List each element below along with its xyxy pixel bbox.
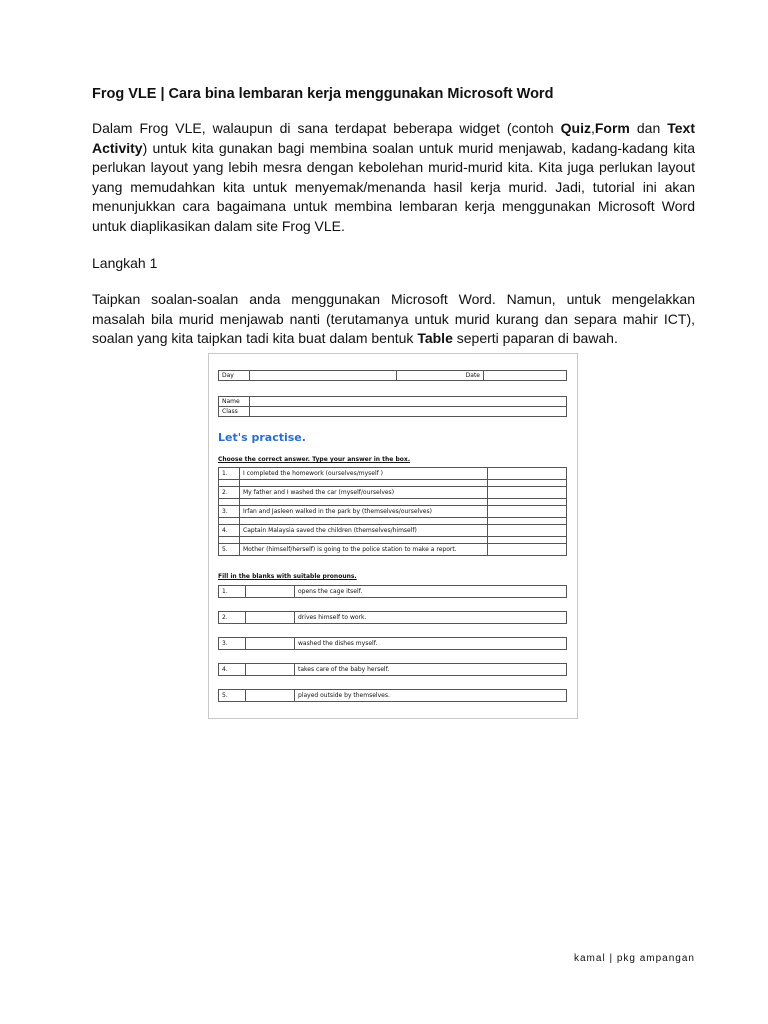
name-label: Name xyxy=(219,397,250,407)
class-label: Class xyxy=(219,407,250,417)
lets-practise-heading: Let's practise. xyxy=(218,431,306,444)
day-value xyxy=(250,371,397,381)
document-body xyxy=(92,86,695,368)
fill-number: 2. xyxy=(219,612,246,624)
date-label: Date xyxy=(397,371,484,381)
worksheet-screenshot xyxy=(208,353,578,719)
intro-paragraph xyxy=(92,119,695,236)
intro-form: Form xyxy=(594,120,630,136)
fill-blank-box[interactable] xyxy=(246,690,295,702)
intro-text-1: Dalam Frog VLE, walaupun di sana terdapat beberapa widget (contoh xyxy=(92,120,561,136)
section-2-instruction: Fill in the blanks with suitable pronouns. xyxy=(218,573,357,580)
question-number: 4. xyxy=(219,525,240,537)
fill-number: 3. xyxy=(219,638,246,650)
step-1-text-2: seperti paparan di bawah. xyxy=(452,330,618,346)
fill-text: drives himself to work. xyxy=(295,612,567,624)
question-number: 3. xyxy=(219,506,240,518)
fill-number: 5. xyxy=(219,690,246,702)
question-text: Irfan and Jasleen walked in the park by (themselves/ourselves) xyxy=(240,506,488,518)
table-row xyxy=(219,468,567,480)
table-row xyxy=(219,487,567,499)
answer-box[interactable] xyxy=(488,525,567,537)
step-1-paragraph xyxy=(92,290,695,349)
intro-dan: dan xyxy=(629,120,668,136)
fill-text: washed the dishes myself. xyxy=(295,638,567,650)
fill-row xyxy=(218,611,567,624)
name-class-table xyxy=(218,396,567,417)
question-text: My father and I washed the car (myself/ourselves) xyxy=(240,487,488,499)
day-label: Day xyxy=(219,371,250,381)
question-number: 2. xyxy=(219,487,240,499)
page-footer: kamal | pkg ampangan xyxy=(574,953,695,964)
class-value xyxy=(250,407,567,417)
table-row xyxy=(219,544,567,556)
fill-blank-box[interactable] xyxy=(246,638,295,650)
answer-box[interactable] xyxy=(488,544,567,556)
section-1-table xyxy=(218,467,567,556)
intro-quiz: Quiz xyxy=(560,120,591,136)
table-row xyxy=(219,525,567,537)
step-1-label: Langkah 1 xyxy=(92,255,158,271)
table-row xyxy=(219,506,567,518)
fill-text: played outside by themselves. xyxy=(295,690,567,702)
intro-comma: , xyxy=(590,120,595,136)
question-number: 1. xyxy=(219,468,240,480)
date-value xyxy=(484,371,567,381)
page-title: Frog VLE | Cara bina lembaran kerja menggunakan Microsoft Word xyxy=(92,86,554,102)
fill-row xyxy=(218,663,567,676)
question-number: 5. xyxy=(219,544,240,556)
answer-box[interactable] xyxy=(488,468,567,480)
fill-row xyxy=(218,585,567,598)
fill-blank-box[interactable] xyxy=(246,612,295,624)
step-1-table: Table xyxy=(417,330,453,346)
fill-blank-box[interactable] xyxy=(246,664,295,676)
fill-blank-box[interactable] xyxy=(246,586,295,598)
answer-box[interactable] xyxy=(488,487,567,499)
fill-row xyxy=(218,689,567,702)
name-value xyxy=(250,397,567,407)
section-1-instruction: Choose the correct answer. Type your answer in the box. xyxy=(218,456,411,463)
step-1-text-1: Taipkan soalan-soalan anda menggunakan Microsoft Word. Namun, untuk mengelakkan masalah bila murid menjawab nanti (terutamanya untuk murid kurang dan separa mahir ICT), soalan yang kita taipkan tadi kita buat dalam bentuk xyxy=(92,291,695,346)
day-date-table xyxy=(218,370,567,381)
intro-text-activity: Text Activity xyxy=(92,120,695,156)
question-text: I completed the homework (ourselves/myself ) xyxy=(240,468,488,480)
question-text: Mother (himself/herself) is going to the police station to make a report. xyxy=(240,544,488,556)
question-text: Captain Malaysia saved the children (themselves/himself) xyxy=(240,525,488,537)
intro-text-2: ) untuk kita gunakan bagi membina soalan untuk murid menjawab, kadang-kadang kita perlukan layout yang lebih mesra dengan kebolehan murid-murid kita. Kita juga perlukan layout yang memudahkan kita untuk menyemak/menanda hasil kerja murid. Jadi, tutorial ini akan menunjukkan cara bagaimana untuk membina lembaran kerja menggunakan Microsoft Word untuk diaplikasikan dalam site Frog VLE. xyxy=(92,139,695,234)
answer-box[interactable] xyxy=(488,506,567,518)
fill-row xyxy=(218,637,567,650)
fill-number: 1. xyxy=(219,586,246,598)
fill-text: takes care of the baby herself. xyxy=(295,664,567,676)
fill-number: 4. xyxy=(219,664,246,676)
fill-text: opens the cage itself. xyxy=(295,586,567,598)
